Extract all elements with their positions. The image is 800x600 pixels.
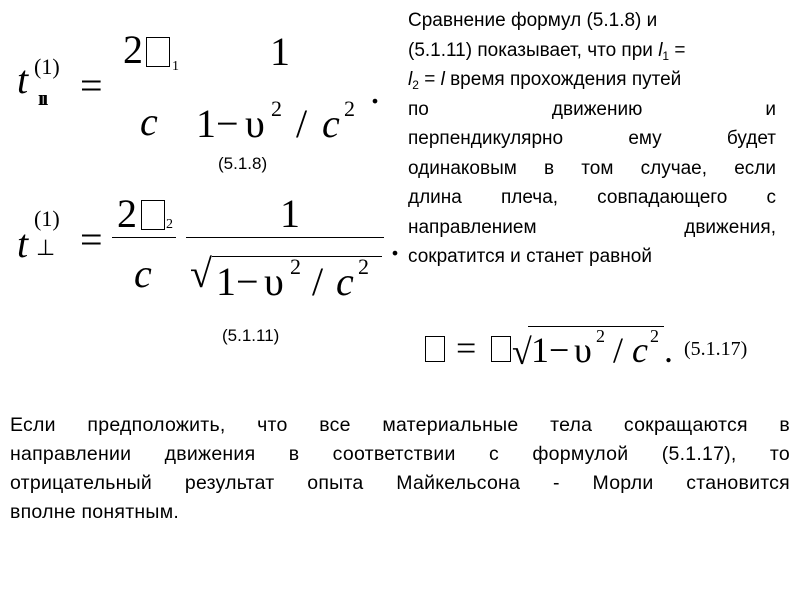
- formula-two: 2: [123, 27, 143, 72]
- formula-dot: .: [370, 67, 380, 112]
- formula-superscript: (1): [34, 54, 60, 79]
- formula-c: c: [336, 259, 354, 304]
- text-line: направлением движения,: [408, 216, 776, 238]
- formula-slash: /: [312, 259, 324, 304]
- equation-label: (5.1.17): [684, 338, 748, 360]
- text-fragment: время прохождения путей: [444, 69, 682, 90]
- text-fragment: =: [669, 39, 686, 61]
- text-line: по движению и: [408, 98, 776, 120]
- equation-label: (5.1.8): [218, 154, 268, 173]
- variable-l: l: [440, 69, 445, 90]
- formula-dot: .: [390, 219, 400, 264]
- formula-one-minus: 1−: [196, 101, 239, 146]
- explanation-paragraph: [408, 6, 776, 272]
- variable-l: l: [408, 69, 413, 90]
- fraction-bar: [112, 237, 176, 238]
- formula-t-symbol: t: [17, 221, 29, 266]
- formula-t-symbol: t: [17, 57, 29, 102]
- formula-two: 2: [117, 191, 137, 236]
- formula-one-minus: 1−: [531, 330, 570, 370]
- formula-slash: /: [613, 330, 624, 370]
- text-line: отрицательный результат опыта Майкельсона - Морли становится: [10, 472, 790, 494]
- formula-parallel-subscript: ıı: [38, 85, 47, 110]
- text-line: Сравнение формул (5.1.8) и: [408, 10, 658, 31]
- missing-glyph-icon: [425, 336, 445, 362]
- formula-upsilon: υ: [574, 330, 592, 370]
- formula-upsilon: υ: [264, 259, 284, 304]
- formula-one: 1: [270, 29, 290, 74]
- formula-sqrt: √: [512, 332, 532, 372]
- formula-c: c: [322, 101, 340, 146]
- formula-subscript: 1: [172, 59, 179, 74]
- formula-one-minus: 1−: [216, 259, 259, 304]
- text-line: сократится и станет равной: [408, 246, 652, 267]
- formula-c: c: [134, 251, 152, 296]
- formula-one: 1: [280, 191, 300, 236]
- missing-glyph-icon: [146, 37, 170, 67]
- text-line: [408, 65, 776, 95]
- formula-subscript: 2: [166, 217, 173, 232]
- formula-square: 2: [596, 326, 605, 346]
- formula-equals: =: [456, 328, 477, 368]
- formula-perp-subscript: ⊥: [36, 235, 56, 260]
- formula-square: 2: [650, 326, 659, 346]
- text-line: одинаковым в том случае, если: [408, 157, 776, 179]
- formula-square: 2: [358, 254, 369, 279]
- subscript-2: 2: [412, 78, 419, 92]
- formula-equals: =: [80, 63, 103, 108]
- formula-c: c: [140, 99, 158, 144]
- equation-label: (5.1.11): [222, 326, 280, 345]
- fraction-bar: [186, 237, 384, 238]
- missing-glyph-icon: [491, 336, 511, 362]
- text-line: [408, 36, 776, 66]
- text-line: перпендикулярно ему будет: [408, 128, 776, 149]
- formula-square: 2: [290, 254, 301, 279]
- formula-square: 2: [344, 96, 355, 121]
- text-line: направлении движения в соответствии с формулой (5.1.17), то: [10, 443, 790, 465]
- subscript-1: 1: [662, 48, 670, 63]
- text-fragment: (5.1.11) показывает, что при: [408, 39, 659, 61]
- formula-equals: =: [80, 217, 103, 262]
- variable-l: l: [658, 39, 663, 61]
- missing-glyph-icon: [141, 200, 165, 230]
- text-fragment: =: [418, 69, 441, 90]
- text-line: длина плеча, совпадающего с: [408, 187, 776, 208]
- text-line: Если предположить, что все материальные тела сокращаются в: [10, 414, 790, 436]
- formula-slash: /: [296, 101, 308, 146]
- formula-dot: .: [664, 330, 673, 370]
- formula-c: c: [632, 330, 648, 370]
- text-line: вполне понятным.: [10, 501, 180, 523]
- formula-upsilon: υ: [245, 101, 265, 146]
- formula-square: 2: [271, 96, 282, 121]
- formula-sqrt: √: [190, 251, 212, 296]
- formula-superscript: (1): [34, 206, 60, 231]
- conclusion-paragraph: [10, 411, 790, 527]
